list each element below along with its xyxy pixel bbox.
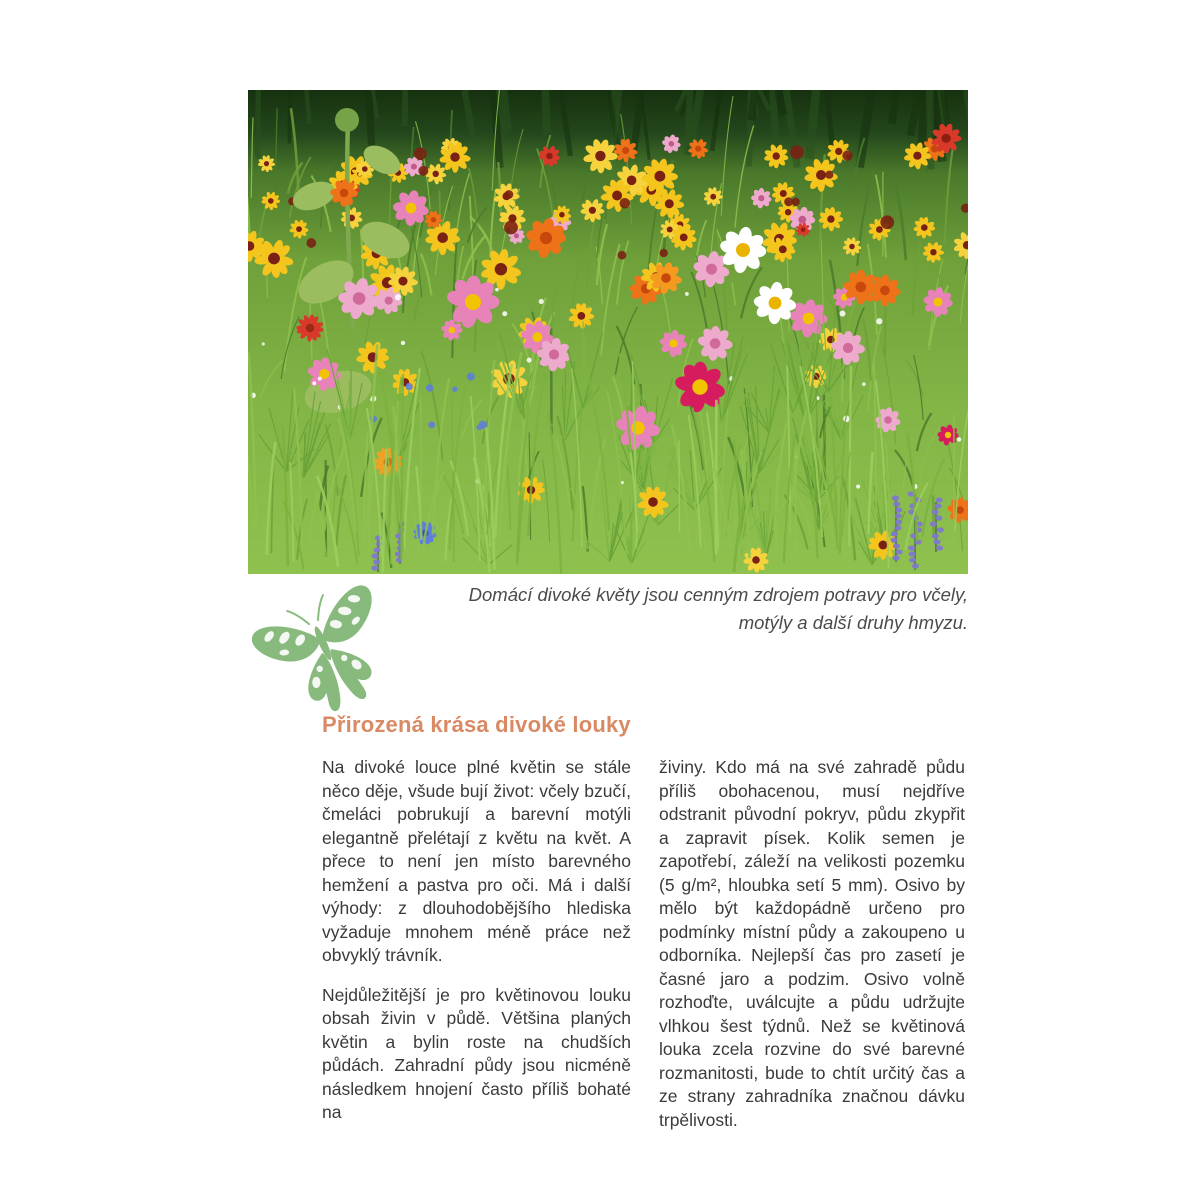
photo-caption [408, 581, 968, 637]
wildflower-meadow-photo [248, 90, 968, 574]
caption-line-2: motýly a další druhy hmyzu. [738, 612, 968, 633]
section-heading: Přirozená krása divoké louky [322, 712, 631, 737]
butterfly-icon [250, 584, 402, 716]
paragraph: živiny. Kdo má na své zahradě půdu příliš obohacenou, musí nejdříve odstranit původní pokryv, půdu zkypřit a zapravit písek. Kolik semen je zapotřebí, záleží na velikosti pozemku (5 g/m², hloubka setí 5 mm). Osivo by mělo být každopádně určeno pro podmínky místní půdy a zakoupeno u odborníka. Nejlepší čas pro zasetí je časné jaro a podzim. Osivo volně rozhoďte, uválcujte a půdu udržujte vlhkou šest týdnů. Než se květinová louka zcela rozvine do své barevné rozmanitosti, bude to chtít určitý čas a ze strany zahradníka značnou dávku trpělivosti. [659, 757, 965, 1130]
meadow-illustration [248, 90, 968, 574]
article-columns [322, 756, 965, 1132]
paragraph: Nejdůležitější je pro květinovou louku obsah živin v půdě. Většina planých květin a bylin roste na chudších půdách. Zahradní půdy jsou nicméně následkem hnojení často příliš bohaté na [322, 984, 631, 1122]
column-left [322, 756, 631, 1132]
column-right [659, 756, 965, 1132]
caption-line-1: Domácí divoké květy jsou cenným zdrojem potravy pro včely, [468, 584, 968, 605]
paragraph: Na divoké louce plné květin se stále něco děje, všude bují život: včely bzučí, čmeláci pobrukují a barevní motýli elegantně přelétají z květu na květ. A přece to není jen místo barevného hemžení a pastva pro oči. Má i další výhody: z dlouhodobějšího hlediska vyžaduje mnohem méně práce než obvyklý trávník. [322, 757, 631, 965]
